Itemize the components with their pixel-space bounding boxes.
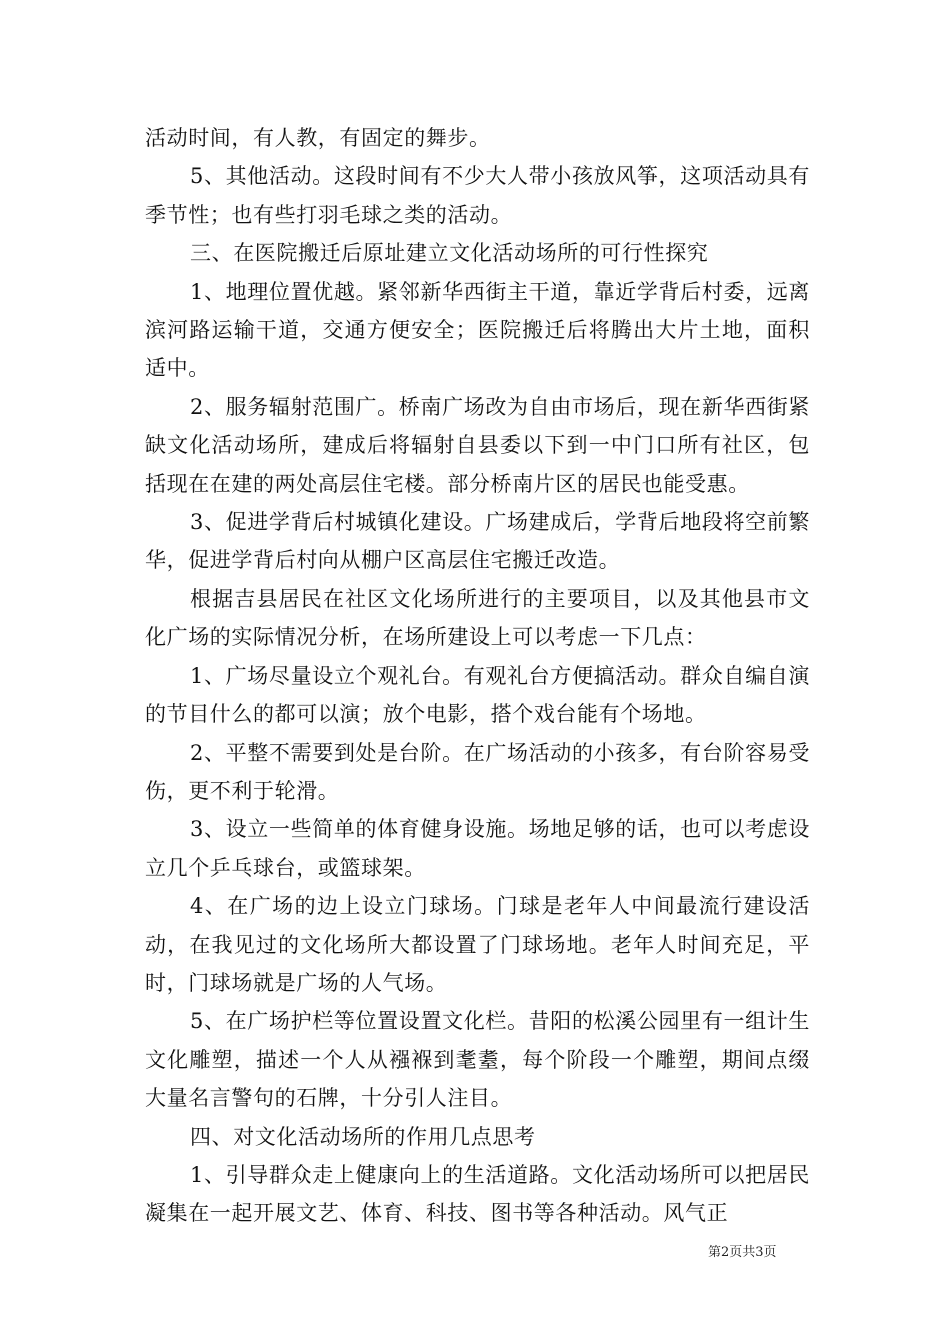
paragraph-culture-panel: 5、在广场护栏等位置设置文化栏。昔阳的松溪公园里有一组计生文化雕塑，描述一个人从襁褓到耄耋，每个阶段一个雕塑，期间点缀大量名言警句的石牌，十分引人注目。 [145,1009,810,1111]
paragraph-gateball-court: 4、在广场的边上设立门球场。门球是老年人中间最流行建设活动，在我见过的文化场所大都设置了门球场地。老年人时间充足，平时，门球场就是广场的人气场。 [145,894,810,995]
page-number: 第2页共3页 [708,1245,777,1260]
document-body [145,119,810,1233]
paragraph-guidance: 1、引导群众走上健康向上的生活道路。文化活动场所可以把居民凝集在一起开展文艺、体育、科技、图书等各种活动。风气正 [145,1162,810,1226]
paragraph-urbanization: 3、促进学背后村城镇化建设。广场建成后，学背后地段将空前繁华，促进学背后村向从棚户区高层住宅搬迁改造。 [145,510,810,573]
paragraph-level-ground: 2、平整不需要到处是台阶。在广场活动的小孩多，有台阶容易受伤，更不利于轮滑。 [145,740,810,803]
paragraph-viewing-stand: 1、广场尽量设立个观礼台。有观礼台方便搞活动。群众自编自演的节目什么的都可以演；放个电影，搭个戏台能有个场地。 [145,663,810,727]
paragraph-continuation: 活动时间，有人教，有固定的舞步。 [145,126,491,150]
paragraph-service-range: 2、服务辐射范围广。桥南广场改为自由市场后，现在新华西街紧缺文化活动场所，建成后将辐射自县委以下到一中门口所有社区，包括现在在建的两处高层住宅楼。部分桥南片区的居民也能受惠。 [145,394,810,496]
section-heading-feasibility: 三、在医院搬迁后原址建立文化活动场所的可行性探究 [190,241,709,266]
paragraph-location: 1、地理位置优越。紧邻新华西街主干道，靠近学背后村委，远离滨河路运输干道，交通方便安全；医院搬迁后将腾出大片土地，面积适中。 [145,279,810,381]
paragraph-fitness-facilities: 3、设立一些简单的体育健身设施。场地足够的话，也可以考虑设立几个乒乓球台，或篮球架。 [145,817,810,880]
paragraph-other-activities: 5、其他活动。这段时间有不少大人带小孩放风筝，这项活动具有季节性；也有些打羽毛球之类的活动。 [145,164,810,227]
paragraph-construction-intro: 根据吉县居民在社区文化场所进行的主要项目，以及其他县市文化广场的实际情况分析，在场所建设上可以考虑一下几点： [145,586,810,650]
section-heading-reflections: 四、对文化活动场所的作用几点思考 [190,1124,536,1149]
